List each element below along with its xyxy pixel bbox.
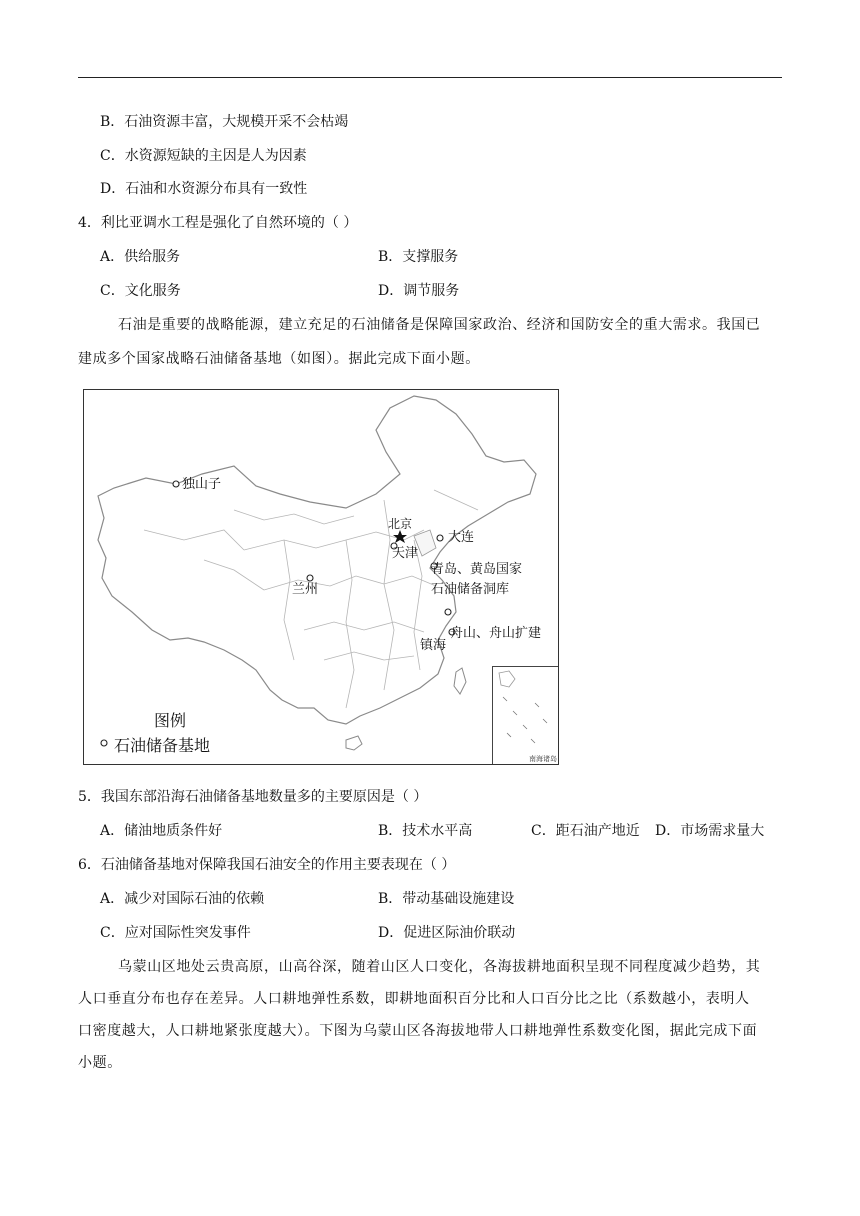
passage2-line2: 人口垂直分布也存在差异。人口耕地弹性系数，即耕地面积百分比和人口百分比之比（系数越小，表明人 [78, 991, 750, 1007]
inset-svg [493, 667, 559, 765]
q4-option-d[interactable]: D．调节服务 [378, 283, 460, 299]
passage1-line2: 建成多个国家战略石油储备基地（如图）。据此完成下面小题。 [78, 351, 480, 367]
q4-stem: 4．利比亚调水工程是强化了自然环境的（ ） [78, 215, 358, 231]
q3-option-b[interactable]: B．石油资源丰富，大规模开采不会枯竭 [100, 114, 349, 130]
inset-label: 南海诸岛 [529, 755, 557, 763]
china-outline [98, 396, 536, 724]
q4-option-b[interactable]: B．支撑服务 [378, 249, 459, 265]
legend-marker [101, 740, 107, 746]
marker-lanzhou [307, 575, 313, 581]
label-dushanzi: 独山子 [182, 477, 222, 492]
q3-option-d[interactable]: D．石油和水资源分布具有一致性 [100, 181, 308, 197]
label-zhoushan: 舟山、舟山扩建 [450, 626, 542, 641]
q5-option-a[interactable]: A．储油地质条件好 [100, 823, 223, 839]
q5-stem: 5．我国东部沿海石油储备基地数量多的主要原因是（ ） [78, 789, 428, 805]
q3-option-c[interactable]: C．水资源短缺的主因是人为因素 [100, 148, 307, 164]
china-oil-reserve-map [83, 389, 559, 765]
header-rule [78, 77, 782, 78]
q5-option-c[interactable]: C．距石油产地近 [531, 823, 640, 839]
q4-option-c[interactable]: C．文化服务 [100, 283, 181, 299]
marker-dalian [437, 535, 443, 541]
q6-option-d[interactable]: D．促进区际油价联动 [378, 925, 516, 941]
marker-zhenhai [445, 609, 451, 615]
label-beijing: 北京 [388, 517, 413, 531]
passage1-line1: 石油是重要的战略能源，建立充足的石油储备是保障国家政治、经济和国防安全的重大需求。我国已 [118, 317, 761, 333]
legend-title: 图例 [154, 711, 187, 730]
passage2-line1: 乌蒙山区地处云贵高原，山高谷深，随着山区人口变化，各海拔耕地面积呈现不同程度减少趋势，其 [118, 959, 761, 975]
passage2-line3: 口密度越大，人口耕地紧张度越大）。下图为乌蒙山区各海拔地带人口耕地弹性系数变化图，据此完成下面 [78, 1023, 758, 1039]
q6-option-c[interactable]: C．应对国际性突发事件 [100, 925, 251, 941]
south-china-sea-inset [492, 666, 559, 765]
label-lanzhou: 兰州 [292, 582, 319, 597]
passage2-line4: 小题。 [78, 1055, 122, 1071]
province-boundaries [144, 490, 478, 708]
q6-stem: 6．石油储备基地对保障我国石油安全的作用主要表现在（ ） [78, 857, 456, 873]
label-dalian: 大连 [448, 530, 475, 545]
q6-option-a[interactable]: A．减少对国际石油的依赖 [100, 891, 265, 907]
q5-option-b[interactable]: B．技术水平高 [378, 823, 473, 839]
q4-option-a[interactable]: A．供给服务 [100, 249, 181, 265]
label-zhenhai: 镇海 [420, 638, 447, 653]
taiwan-island [454, 668, 466, 694]
q5-option-d[interactable]: D．市场需求量大 [655, 823, 765, 839]
q6-option-b[interactable]: B．带动基础设施建设 [378, 891, 515, 907]
label-tianjin: 天津 [392, 546, 419, 561]
marker-dushanzi [173, 481, 179, 487]
label-qingdao-line2: 石油储备洞库 [431, 582, 510, 597]
legend-item: 石油储备基地 [114, 736, 211, 755]
label-qingdao-line1: 青岛、黄岛国家 [431, 562, 523, 577]
hainan-island [346, 736, 362, 750]
